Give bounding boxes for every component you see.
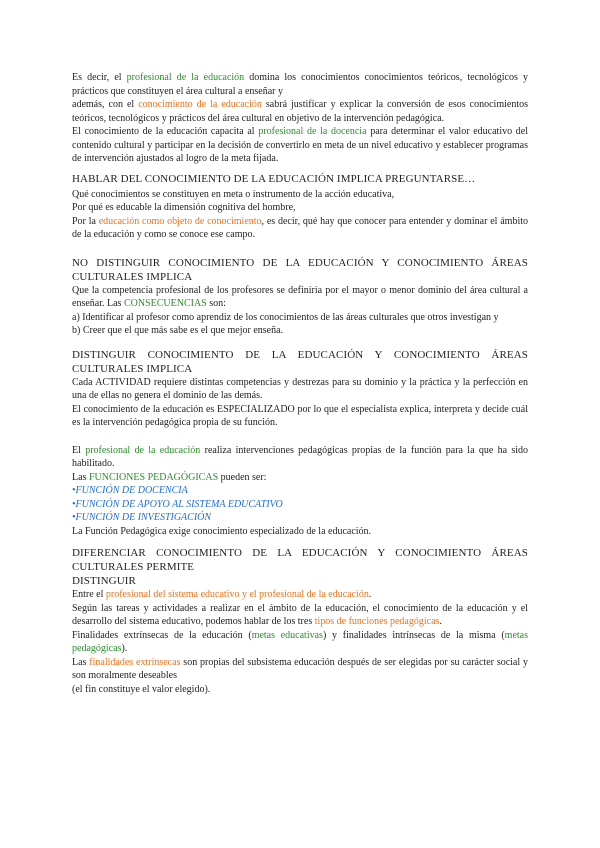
highlight-orange: tipos de funciones pedagógicas bbox=[314, 616, 440, 627]
question-3 bbox=[72, 215, 528, 242]
text: son propias del subsistema educación después de ser elegidas por su carácter social y son moralmente deseables bbox=[72, 656, 528, 681]
highlight-orange: conocimiento de la educación bbox=[138, 99, 262, 110]
funcion-investigacion: •FUNCIÓN DE INVESTIGACIÓN bbox=[72, 512, 212, 523]
highlight-green: profesional de la educación bbox=[126, 72, 245, 83]
section-8-text bbox=[72, 602, 528, 629]
section-9-text bbox=[72, 629, 528, 656]
document-body bbox=[72, 71, 528, 696]
section-4-text bbox=[72, 444, 528, 471]
funcion-apoyo: •FUNCIÓN DE APOYO AL SISTEMA EDUCATIVO bbox=[72, 498, 283, 510]
text: , es decir, qué hay que conocer para entender y dominar el ámbito de la educación y como se conoce ese campo. bbox=[72, 215, 528, 240]
heading-2: NO DISTINGUIR CONOCIMIENTO DE LA EDUCACIÓN Y CONOCIMIENTO ÁREAS CULTURALES IMPLICA bbox=[72, 256, 528, 283]
section-2-item-a: a) Identificar al profesor como aprendiz de los conocimientos de las áreas culturales que otros investigan y bbox=[72, 311, 499, 323]
section-2-text bbox=[72, 284, 528, 311]
funcion-docencia: •FUNCIÓN DE DOCENCIA bbox=[72, 485, 188, 496]
question-1: Qué conocimientos se constituyen en meta o instrumento de la acción educativa, bbox=[72, 188, 395, 200]
heading-1: HABLAR DEL CONOCIMIENTO DE LA EDUCACIÓN IMPLICA PREGUNTARSE… bbox=[72, 172, 476, 185]
section-10-text bbox=[72, 656, 528, 683]
text: . bbox=[368, 589, 372, 600]
section-3-text-a: Cada ACTIVIDAD requiere distintas competencias y destrezas para su dominio y la práctica y la perfección en una de ellas no genera el dominio de las demás. bbox=[72, 376, 528, 401]
text: ). bbox=[121, 643, 128, 654]
highlight-orange: educación como objeto de conocimiento bbox=[98, 215, 262, 227]
text: Finalidades extrínsecas de la educación ( bbox=[72, 629, 252, 641]
highlight-green: metas educativas bbox=[251, 629, 323, 641]
highlight-orange: finalidades extrínsecas bbox=[89, 656, 181, 668]
text: domina los conocimientos conocimientos teóricos, tecnológicos y prácticos que constituyen el área cultural a enseñar y bbox=[72, 72, 528, 97]
text: El conocimiento de la educación capacita al bbox=[72, 126, 259, 137]
highlight-green: CONSECUENCIAS bbox=[123, 298, 207, 309]
text: El bbox=[72, 444, 86, 456]
paragraph-1 bbox=[72, 71, 528, 98]
highlight-green: FUNCIONES PEDAGÓGICAS bbox=[88, 471, 219, 483]
text: pueden ser: bbox=[218, 471, 267, 483]
text: Según las tareas y actividades a realizar en el ámbito de la educación, el conocimiento de la educación y el desarrollo del sistema educativo, podemos hablar de los tres bbox=[72, 602, 528, 627]
paragraph-2 bbox=[72, 98, 528, 125]
highlight-green: metas pedagógicas bbox=[72, 629, 528, 654]
section-3-text-b: El conocimiento de la educación es ESPECIALIZADO por lo que el especialista explica, interpreta y decide cuál es la intervención pedagógica propia de su función. bbox=[72, 403, 528, 428]
highlight-orange: profesional del sistema educativo y el profesional de la educación bbox=[105, 589, 369, 600]
highlight-green: profesional de la educación bbox=[85, 444, 201, 456]
section-5-text bbox=[72, 471, 528, 485]
question-2: Por qué es educable la dimensión cognitiva del hombre, bbox=[72, 202, 296, 213]
text: sabrá justificar y explicar la conversión de esos conocimientos teóricos, tecnológicos y prácticos del área cultural en objetivo de la intervención pedagógica. bbox=[72, 99, 528, 124]
heading-4-continuation: DISTINGUIR bbox=[72, 575, 136, 587]
section-11-text: (el fin constituye el valor elegido). bbox=[72, 683, 211, 695]
section-7-text bbox=[72, 588, 528, 602]
text: Entre el bbox=[72, 589, 106, 600]
text: además, con el bbox=[72, 99, 139, 110]
text: Las bbox=[72, 656, 90, 668]
text: para determinar el valor educativo del contenido cultural y participar en la decisión de convertirlo en meta de un nivel educativo y establecer programas de intervención ajustados al logro de la meta fijada. bbox=[72, 126, 528, 164]
text: Las bbox=[72, 471, 89, 483]
paragraph-3 bbox=[72, 125, 528, 166]
text: Que la competencia profesional de los profesores se definiría por el mayor o menor dominio del área cultural a enseñar. Las bbox=[72, 284, 528, 309]
section-6-text: La Función Pedagógica exige conocimiento especializado de la educación. bbox=[72, 525, 372, 537]
text: Es decir, el bbox=[72, 72, 127, 83]
text: ) y finalidades intrínsecas de la misma ( bbox=[322, 629, 505, 641]
text: Por la bbox=[72, 215, 99, 227]
text: realiza intervenciones pedagógicas propias de la función para la que ha sido habilitado. bbox=[72, 444, 528, 469]
highlight-green: profesional de la docencia bbox=[258, 126, 367, 137]
heading-3: DISTINGUIR CONOCIMIENTO DE LA EDUCACIÓN Y CONOCIMIENTO ÁREAS CULTURALES IMPLICA bbox=[72, 348, 528, 375]
section-2-item-b: b) Creer que el que más sabe es el que mejor enseña. bbox=[72, 325, 284, 336]
text: . bbox=[439, 616, 442, 627]
heading-4: DIFERENCIAR CONOCIMIENTO DE LA EDUCACIÓN Y CONOCIMIENTO ÁREAS CULTURALES PERMITE bbox=[72, 547, 528, 573]
text: son: bbox=[206, 298, 226, 309]
